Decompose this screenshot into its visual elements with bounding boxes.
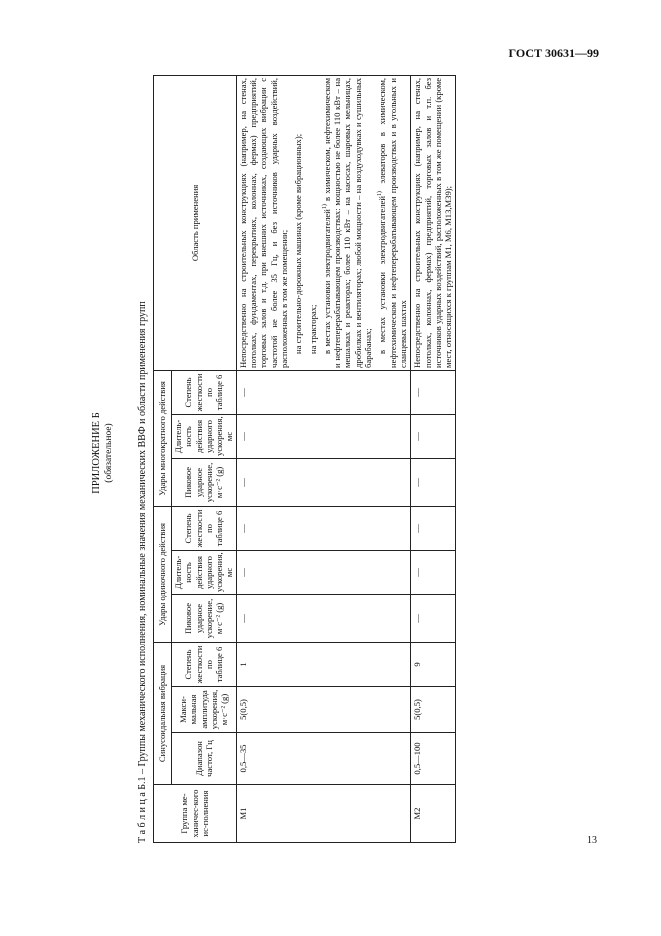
header-rigidity: Степень жесткости по таблице 6 — [172, 370, 237, 414]
header-max-amplitude: Макси-мальная амплитуда ускорения, м·с⁻² (g) — [172, 687, 237, 733]
table-row — [236, 75, 410, 842]
cell-frequency: 0,5—100 — [411, 733, 456, 785]
cell-single-duration: — — [236, 550, 410, 594]
header-duration: Длитель-ность действия ударного ускорения, мс — [172, 550, 237, 594]
header-frequency-range: Диапазон частот, Гц — [172, 733, 237, 785]
cell-multi-duration: — — [411, 414, 456, 458]
cell-multi-rigidity: — — [236, 370, 410, 414]
cell-single-duration: — — [411, 550, 456, 594]
header-peak-acceleration: Пиковое ударное ускорение, м·с⁻² (g) — [172, 594, 237, 642]
header-rigidity: Степень жесткости по таблице 6 — [172, 506, 237, 550]
area-text: в химическом, нефтехимическом и нефтеперерабатывающем производствах: мощностью не более 110 кВт – на мешалках и реакторах; более 110 кВт – на насосах, шаровых мельницах, дробилках и вентиляторах; любой мощности – на воздуходувках и сушильных барабанах; — [321, 77, 374, 368]
annex-title: ПРИЛОЖЕНИЕ Б — [91, 412, 102, 494]
area-paragraph: Непосредственно на строительных конструкциях (например, на стенах, потолках, колоннах, фермах) предприятий, торговых залов и т.п. без источников ударных воздействий, расположенных в том же помещении (кроме мест, относящихся к группам М1, М6, М13,М39); — [412, 77, 454, 368]
cell-amplitude: 5(0,5) — [236, 687, 410, 733]
header-duration: Длитель-ность действия ударного ускорения, мс — [172, 414, 237, 458]
cell-group: М1 — [236, 785, 410, 843]
header-sinusoidal-vibration: Синусоидальная вибрация — [154, 642, 172, 784]
cell-single-rigidity: — — [411, 506, 456, 550]
table-caption: Т а б л и ц а Б.1 – Группы механического исполнения, номинальные значения механических ВВФ и области применения групп — [137, 301, 148, 843]
cell-single-peak: — — [236, 594, 410, 642]
cell-multi-duration: — — [236, 414, 410, 458]
header-group: Группа ме-ханичес-кого ис-полнения — [154, 785, 237, 843]
cell-multi-peak: — — [411, 458, 456, 506]
annex-heading — [91, 63, 115, 843]
footnote-mark: 1) — [377, 191, 384, 197]
cell-multi-rigidity: — — [411, 370, 456, 414]
cell-amplitude: 5(0,5) — [411, 687, 456, 733]
header-application-area: Область применения — [154, 75, 237, 370]
cell-rigidity: 1 — [236, 642, 410, 686]
cell-application-area — [411, 75, 456, 370]
mechanical-groups-table — [153, 75, 456, 843]
area-text: элеваторов в химическом, нефтехимическом и нефтеперерабатывающем производствах и в угольных и сланцевых шахтах — [377, 77, 408, 368]
header-rigidity: Степень жесткости по таблице 6 — [172, 642, 237, 686]
area-text: в местах установки электродвигателей — [377, 196, 388, 354]
area-paragraph — [377, 78, 408, 368]
cell-multi-peak: — — [236, 458, 410, 506]
cell-rigidity: 9 — [411, 642, 456, 686]
header-peak-acceleration: Пиковое ударное ускорение, м·с⁻² (g) — [172, 458, 237, 506]
cell-application-area — [236, 75, 410, 370]
cell-frequency: 0,5—35 — [236, 733, 410, 785]
header-single-impacts: Удары одиночного действия — [154, 506, 172, 642]
table-row — [411, 75, 456, 842]
page-number: 13 — [587, 835, 597, 846]
area-paragraph: на тракторах; — [307, 304, 318, 354]
gost-code: ГОСТ 30631—99 — [508, 46, 599, 60]
header-multiple-impacts: Удары многократного действия — [154, 370, 172, 506]
annex-subtitle: (обязательное) — [104, 423, 114, 483]
cell-single-peak: — — [411, 594, 456, 642]
area-paragraph: Непосредственно на строительных конструкциях (например, на стенах, потолках, фундаментах, перекрытиях, колоннах, фермах) предприятий, торговых залов и т.д. при внешних источниках, создающих вибрации с частотой не более 35 Гц, и без источников ударных воздействий, расположенных в том же помещении; — [237, 77, 289, 368]
area-text: в местах установки электродвигателей — [321, 209, 332, 354]
footnote-mark: 1) — [322, 204, 328, 210]
area-paragraph — [322, 78, 373, 368]
cell-group: М2 — [411, 785, 456, 843]
area-paragraph: на строительно-дорожных машинах (кроме вибрационных); — [293, 133, 304, 354]
cell-single-rigidity: — — [236, 506, 410, 550]
rotated-page-content — [91, 63, 571, 843]
